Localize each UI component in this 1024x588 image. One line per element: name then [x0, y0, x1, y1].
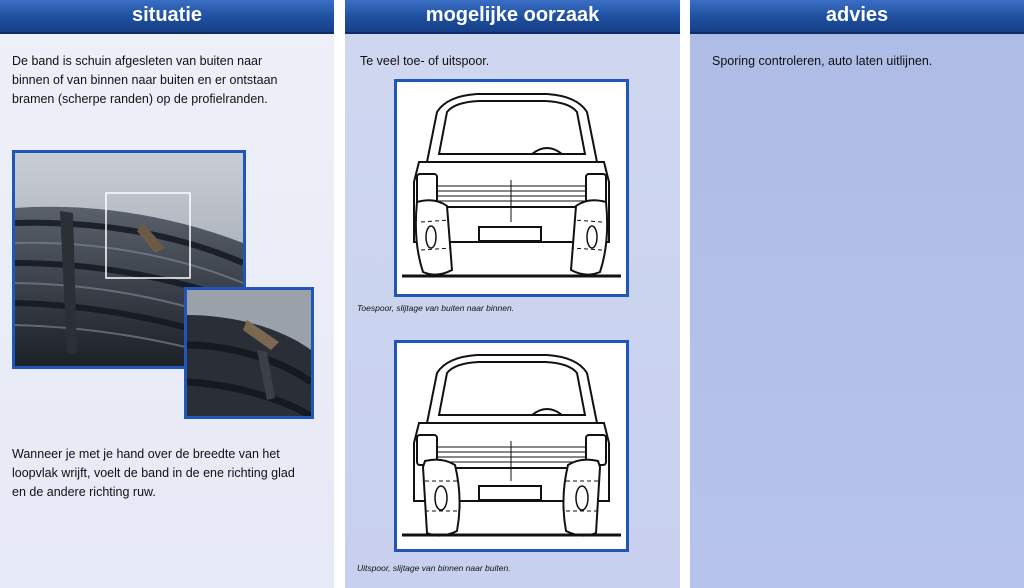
column-oorzaak: [345, 0, 680, 588]
column-situatie: [0, 0, 334, 588]
column-advies: [690, 0, 1024, 588]
header-situatie: situatie: [0, 0, 334, 34]
oorzaak-intro: Te veel toe- of uitspoor.: [360, 54, 490, 68]
situatie-intro: [12, 52, 278, 109]
header-oorzaak: mogelijke oorzaak: [345, 0, 680, 34]
advies-text: Sporing controleren, auto laten uitlijnen.: [712, 54, 933, 68]
car-toe-out-drawing: [397, 343, 626, 549]
situatie-outro-line: Wanneer je met je hand over de breedte van het: [12, 447, 280, 461]
car-rear-toe-in: [394, 79, 629, 297]
header-advies: advies: [690, 0, 1024, 34]
car-toe-in-drawing: [397, 82, 626, 294]
situatie-outro-line: en de andere richting ruw.: [12, 485, 156, 499]
car-rear-toe-out: [394, 340, 629, 552]
situatie-intro-line: De band is schuin afgesleten van buiten naar: [12, 54, 263, 68]
caption-uitspoor: Uitspoor, slijtage van binnen naar buiten.: [357, 563, 511, 573]
situatie-outro-line: loopvlak wrijft, voelt de band in de ene richting glad: [12, 466, 295, 480]
situatie-intro-line: bramen (scherpe randen) op de profielranden.: [12, 92, 268, 106]
caption-toespoor: Toespoor, slijtage van buiten naar binnen.: [357, 303, 515, 313]
tyre-detail-graphic: [187, 290, 311, 416]
situatie-outro: [12, 445, 295, 502]
situatie-intro-line: binnen of van binnen naar buiten en er ontstaan: [12, 73, 278, 87]
tyre-detail-photo: [184, 287, 314, 419]
